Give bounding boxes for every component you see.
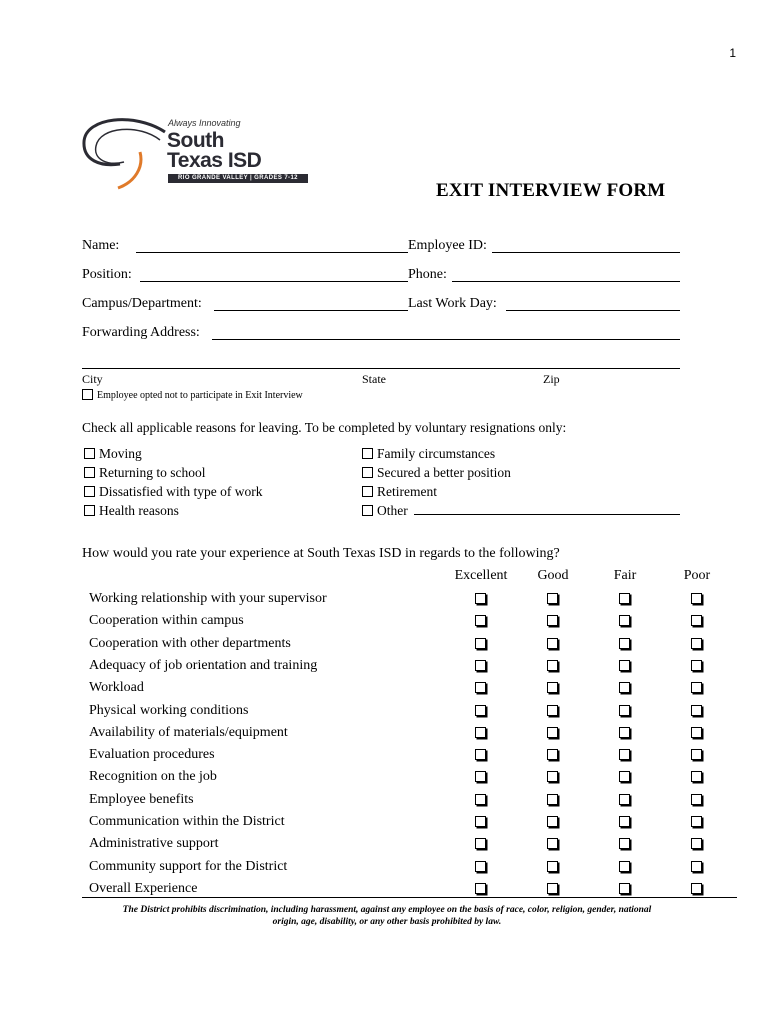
forwarding-address-label: Forwarding Address:	[82, 325, 200, 340]
logo-line-1: South	[167, 129, 224, 152]
rating-row-label: Working relationship with your supervisor	[89, 591, 327, 606]
rating-checkbox-excellent[interactable]	[475, 727, 486, 738]
rating-row-label: Physical working conditions	[89, 703, 249, 718]
rating-checkbox-poor[interactable]	[691, 682, 702, 693]
reason-label: Other	[377, 503, 408, 518]
disclaimer	[82, 904, 692, 928]
rating-checkbox-good[interactable]	[547, 816, 558, 827]
rating-checkbox-fair[interactable]	[619, 883, 630, 894]
reason-label: Returning to school	[99, 465, 206, 480]
state-label: State	[362, 372, 386, 386]
rating-row-label: Workload	[89, 680, 144, 695]
rating-row-label: Employee benefits	[89, 792, 194, 807]
rating-checkbox-fair[interactable]	[619, 749, 630, 760]
reason-checkbox[interactable]	[362, 448, 373, 459]
rating-checkbox-poor[interactable]	[691, 749, 702, 760]
rating-checkbox-poor[interactable]	[691, 794, 702, 805]
rating-row-label: Adequacy of job orientation and training	[89, 658, 318, 673]
rating-checkbox-excellent[interactable]	[475, 771, 486, 782]
rating-checkbox-good[interactable]	[547, 615, 558, 626]
rating-checkbox-good[interactable]	[547, 861, 558, 872]
rating-checkbox-fair[interactable]	[619, 861, 630, 872]
rating-checkbox-fair[interactable]	[619, 682, 630, 693]
reason-label: Moving	[99, 446, 142, 461]
address-line-2-field[interactable]	[82, 356, 680, 369]
employee-id-field[interactable]	[492, 240, 680, 253]
logo-line-2: Texas ISD	[167, 149, 262, 172]
forwarding-address-field[interactable]	[212, 327, 680, 340]
rating-row-label: Overall Experience	[89, 881, 198, 896]
opt-out-label: Employee opted not to participate in Exit Interview	[97, 390, 303, 401]
rating-checkbox-excellent[interactable]	[475, 593, 486, 604]
rating-checkbox-poor[interactable]	[691, 638, 702, 649]
rating-checkbox-good[interactable]	[547, 638, 558, 649]
reasons-prompt: Check all applicable reasons for leaving. To be completed by voluntary resignations only:	[82, 420, 567, 435]
rating-checkbox-good[interactable]	[547, 727, 558, 738]
last-work-day-label: Last Work Day:	[408, 296, 497, 311]
rating-checkbox-excellent[interactable]	[475, 816, 486, 827]
rating-checkbox-good[interactable]	[547, 593, 558, 604]
campus-label: Campus/Department:	[82, 296, 202, 311]
rating-checkbox-poor[interactable]	[691, 615, 702, 626]
rating-checkbox-excellent[interactable]	[475, 615, 486, 626]
rating-checkbox-fair[interactable]	[619, 660, 630, 671]
rating-row-label: Administrative support	[89, 836, 219, 851]
rating-checkbox-excellent[interactable]	[475, 794, 486, 805]
rating-checkbox-good[interactable]	[547, 794, 558, 805]
rating-checkbox-good[interactable]	[547, 660, 558, 671]
rating-checkbox-poor[interactable]	[691, 816, 702, 827]
reason-checkbox[interactable]	[84, 467, 95, 478]
rating-checkbox-excellent[interactable]	[475, 749, 486, 760]
rating-checkbox-fair[interactable]	[619, 771, 630, 782]
rating-checkbox-fair[interactable]	[619, 593, 630, 604]
rating-column-excellent: Excellent	[454, 568, 508, 583]
reason-family[interactable]	[362, 444, 511, 463]
employee-id-label: Employee ID:	[408, 238, 487, 253]
rating-checkbox-poor[interactable]	[691, 705, 702, 716]
rating-checkbox-excellent[interactable]	[475, 861, 486, 872]
opt-out-checkbox[interactable]	[82, 389, 93, 400]
name-label: Name:	[82, 238, 120, 253]
reason-label: Secured a better position	[377, 465, 511, 480]
form-title: EXIT INTERVIEW FORM	[436, 180, 666, 201]
rating-column-good: Good	[537, 568, 569, 583]
opt-out-option[interactable]	[82, 390, 303, 401]
rating-checkbox-good[interactable]	[547, 749, 558, 760]
reason-checkbox[interactable]	[84, 505, 95, 516]
phone-field[interactable]	[452, 269, 680, 282]
rating-checkbox-poor[interactable]	[691, 838, 702, 849]
zip-label: Zip	[543, 372, 560, 386]
rating-checkbox-fair[interactable]	[619, 615, 630, 626]
rating-column-fair: Fair	[613, 568, 637, 583]
reasons-left-column	[84, 444, 262, 520]
rating-row-label: Availability of materials/equipment	[89, 725, 288, 740]
reason-label: Family circumstances	[377, 446, 496, 461]
logo-bar: RIO GRANDE VALLEY | GRADES 7-12	[168, 174, 308, 183]
rating-checkbox-poor[interactable]	[691, 771, 702, 782]
other-reason-field[interactable]	[414, 502, 680, 515]
campus-field[interactable]	[214, 298, 408, 311]
name-field[interactable]	[136, 240, 408, 253]
rating-checkbox-fair[interactable]	[619, 705, 630, 716]
rating-row-label: Cooperation with other departments	[89, 636, 291, 651]
logo-tagline: Always Innovating	[168, 118, 241, 128]
reason-label: Retirement	[377, 484, 437, 499]
disclaimer-line-2: origin, age, disability, or any other basis prohibited by law.	[272, 917, 502, 927]
rating-checkbox-excellent[interactable]	[475, 682, 486, 693]
rating-checkbox-excellent[interactable]	[475, 838, 486, 849]
rating-checkbox-excellent[interactable]	[475, 660, 486, 671]
rating-row-label: Communication within the District	[89, 814, 285, 829]
reason-better-position[interactable]	[362, 463, 511, 482]
last-work-day-field[interactable]	[506, 298, 680, 311]
reason-dissatisfied[interactable]	[84, 482, 262, 501]
reason-returning-to-school[interactable]	[84, 463, 262, 482]
rating-checkbox-good[interactable]	[547, 682, 558, 693]
rating-checkbox-excellent[interactable]	[475, 883, 486, 894]
phone-label: Phone:	[408, 267, 447, 282]
rating-checkbox-good[interactable]	[547, 838, 558, 849]
reason-checkbox[interactable]	[84, 448, 95, 459]
rating-checkbox-fair[interactable]	[619, 638, 630, 649]
position-field[interactable]	[140, 269, 408, 282]
page-number: 1	[729, 46, 736, 60]
rating-checkbox-good[interactable]	[547, 771, 558, 782]
rating-checkbox-fair[interactable]	[619, 727, 630, 738]
reason-health[interactable]	[84, 501, 262, 520]
rating-row-label: Evaluation procedures	[89, 747, 215, 762]
reason-checkbox[interactable]	[84, 486, 95, 497]
rating-checkbox-fair[interactable]	[619, 816, 630, 827]
rating-row-label: Recognition on the job	[89, 769, 217, 784]
reason-moving[interactable]	[84, 444, 262, 463]
position-label: Position:	[82, 267, 132, 282]
rating-checkbox-excellent[interactable]	[475, 638, 486, 649]
rating-checkbox-poor[interactable]	[691, 883, 702, 894]
reason-retirement[interactable]	[362, 482, 511, 501]
rating-row-label: Community support for the District	[89, 859, 288, 874]
reason-label: Health reasons	[99, 503, 179, 518]
rating-checkbox-poor[interactable]	[691, 861, 702, 872]
rating-checkbox-good[interactable]	[547, 705, 558, 716]
rating-checkbox-good[interactable]	[547, 883, 558, 894]
disclaimer-line-1: The District prohibits discrimination, including harassment, against any employee on the basis of race, color, religion, gender, national	[122, 905, 652, 915]
rating-checkbox-excellent[interactable]	[475, 705, 486, 716]
rating-checkbox-fair[interactable]	[619, 794, 630, 805]
reason-checkbox[interactable]	[362, 467, 373, 478]
rating-column-poor: Poor	[683, 568, 711, 583]
rating-checkbox-poor[interactable]	[691, 593, 702, 604]
city-label: City	[82, 372, 103, 386]
rating-checkbox-poor[interactable]	[691, 660, 702, 671]
footer-divider	[82, 897, 737, 898]
reason-checkbox[interactable]	[362, 486, 373, 497]
rating-checkbox-poor[interactable]	[691, 727, 702, 738]
reason-checkbox[interactable]	[362, 505, 373, 516]
reason-label: Dissatisfied with type of work	[99, 484, 263, 499]
rating-question: How would you rate your experience at South Texas ISD in regards to the following?	[82, 546, 560, 561]
rating-row-label: Cooperation within campus	[89, 613, 244, 628]
rating-checkbox-fair[interactable]	[619, 838, 630, 849]
